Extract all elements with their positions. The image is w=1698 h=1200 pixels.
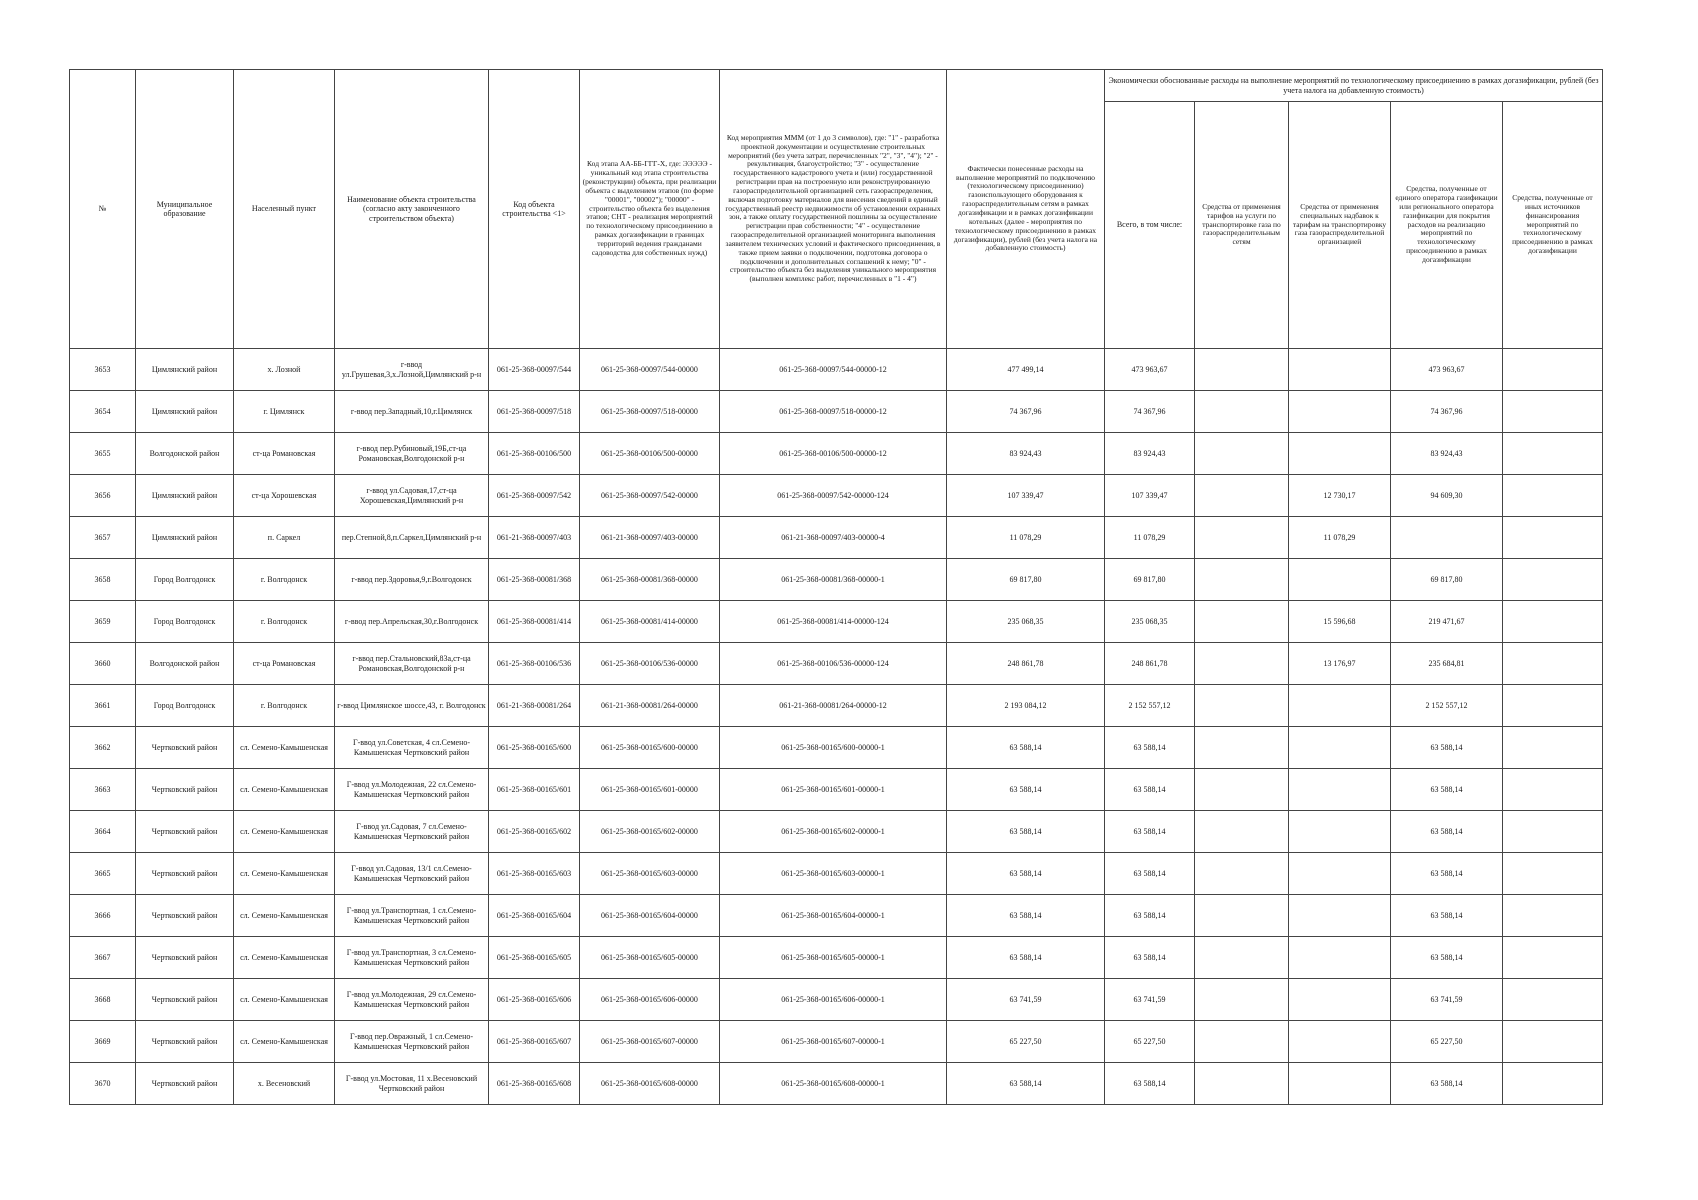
cell-settlement: ст-ца Романовская <box>234 433 335 475</box>
header-other-funds: Средства, полученные от иных источников финансирования мероприятий по технологическому присоединению в рамках догазификации <box>1503 102 1603 349</box>
table-row <box>70 937 1603 979</box>
cell-num: 3670 <box>70 1063 136 1105</box>
table-row <box>70 811 1603 853</box>
cell-settlement: сл. Семено-Камышенская <box>234 937 335 979</box>
header-actual-costs: Фактически понесенные расходы на выполнение мероприятий по подключению (технологическому присоединению) газоиспользующего оборудования к газораспределительным сетям в рамках догазификации и в рамках догазификации котельных (далее - мероприятия по технологическому присоединению в рамках догазификации), рублей (без учета налога на добавленную стоимость) <box>947 70 1105 349</box>
cell-num: 3657 <box>70 517 136 559</box>
cell-object-code: 061-25-368-00165/601 <box>489 769 580 811</box>
cell-operator: 63 588,14 <box>1391 811 1503 853</box>
cell-tariff <box>1195 895 1289 937</box>
cell-other <box>1503 391 1603 433</box>
cell-num: 3668 <box>70 979 136 1021</box>
cell-object-code: 061-25-368-00097/518 <box>489 391 580 433</box>
cell-actual: 63 588,14 <box>947 727 1105 769</box>
cell-object: Г-ввод ул.Молодежная, 29 сл.Семено-Камышенская Чертковский район <box>335 979 489 1021</box>
cell-total: 63 588,14 <box>1105 811 1195 853</box>
cell-object: г-ввод ул.Грушевая,3,х.Лозной,Цимлянский р-н <box>335 349 489 391</box>
cell-tariff <box>1195 853 1289 895</box>
cell-settlement: ст-ца Романовская <box>234 643 335 685</box>
cell-activity-code: 061-25-368-00165/600-00000-1 <box>720 727 947 769</box>
cell-object: Г-ввод ул.Советская, 4 сл.Семено-Камышенская Чертковский район <box>335 727 489 769</box>
cell-surcharge <box>1289 769 1391 811</box>
cell-object-code: 061-21-368-00081/264 <box>489 685 580 727</box>
cell-object-code: 061-25-368-00097/544 <box>489 349 580 391</box>
cell-object-code: 061-25-368-00106/536 <box>489 643 580 685</box>
cell-surcharge <box>1289 685 1391 727</box>
header-economic-costs-group: Экономически обоснованные расходы на выполнение мероприятий по технологическому присоединению в рамках догазификации, рублей (без учета налога на добавленную стоимость) <box>1105 70 1603 102</box>
cell-total: 63 588,14 <box>1105 937 1195 979</box>
header-operator-funds: Средства, полученные от единого оператора газификации или регионального оператора газификации для покрытия расходов на реализацию мероприятий по технологическому присоединению в рамках догазификации <box>1391 102 1503 349</box>
cell-operator: 235 684,81 <box>1391 643 1503 685</box>
cell-municipality: Цимлянский район <box>136 349 234 391</box>
cell-municipality: Цимлянский район <box>136 517 234 559</box>
cell-settlement: сл. Семено-Камышенская <box>234 853 335 895</box>
cell-surcharge: 15 596,68 <box>1289 601 1391 643</box>
cell-stage-code: 061-25-368-00165/603-00000 <box>580 853 720 895</box>
cell-activity-code: 061-25-368-00081/414-00000-124 <box>720 601 947 643</box>
cell-object: Г-ввод ул.Транспортная, 1 сл.Семено-Камышенская Чертковский район <box>335 895 489 937</box>
cost-table <box>69 69 1603 1105</box>
cell-settlement: г. Волгодонск <box>234 601 335 643</box>
cell-surcharge <box>1289 811 1391 853</box>
cell-surcharge <box>1289 1063 1391 1105</box>
cell-tariff <box>1195 643 1289 685</box>
header-settlement: Населенный пункт <box>234 70 335 349</box>
cell-object-code: 061-25-368-00097/542 <box>489 475 580 517</box>
table-row <box>70 1021 1603 1063</box>
cell-municipality: Чертковский район <box>136 1063 234 1105</box>
cell-total: 248 861,78 <box>1105 643 1195 685</box>
cell-actual: 65 227,50 <box>947 1021 1105 1063</box>
cell-object: Г-ввод ул.Мостовая, 11 х.Весеновский Чертковский район <box>335 1063 489 1105</box>
cell-municipality: Город Волгодонск <box>136 559 234 601</box>
cell-other <box>1503 685 1603 727</box>
cell-settlement: сл. Семено-Камышенская <box>234 769 335 811</box>
cell-actual: 83 924,43 <box>947 433 1105 475</box>
cell-object-code: 061-25-368-00165/603 <box>489 853 580 895</box>
cell-tariff <box>1195 1021 1289 1063</box>
cell-surcharge <box>1289 349 1391 391</box>
cell-actual: 69 817,80 <box>947 559 1105 601</box>
cell-other <box>1503 475 1603 517</box>
header-total: Всего, в том числе: <box>1105 102 1195 349</box>
cell-surcharge <box>1289 391 1391 433</box>
cell-stage-code: 061-25-368-00097/544-00000 <box>580 349 720 391</box>
cell-activity-code: 061-25-368-00165/607-00000-1 <box>720 1021 947 1063</box>
table-row <box>70 517 1603 559</box>
table-row <box>70 727 1603 769</box>
cell-num: 3656 <box>70 475 136 517</box>
cell-object: г-ввод пер.Рубиновый,19Б,ст-ца Романовская,Волгодонской р-н <box>335 433 489 475</box>
cell-object: г-ввод Цимлянское шоссе,43, г. Волгодонск <box>335 685 489 727</box>
cell-object: Г-ввод ул.Садовая, 13/1 сл.Семено-Камышенская Чертковский район <box>335 853 489 895</box>
table-row <box>70 475 1603 517</box>
cell-other <box>1503 517 1603 559</box>
cell-operator: 63 588,14 <box>1391 1063 1503 1105</box>
cell-stage-code: 061-25-368-00165/605-00000 <box>580 937 720 979</box>
cell-operator: 2 152 557,12 <box>1391 685 1503 727</box>
table-row <box>70 979 1603 1021</box>
cell-other <box>1503 769 1603 811</box>
cell-actual: 2 193 084,12 <box>947 685 1105 727</box>
table-row <box>70 853 1603 895</box>
cell-settlement: х. Весеновский <box>234 1063 335 1105</box>
header-num: № <box>70 70 136 349</box>
cell-other <box>1503 433 1603 475</box>
cell-num: 3665 <box>70 853 136 895</box>
cell-actual: 63 588,14 <box>947 1063 1105 1105</box>
cell-total: 63 588,14 <box>1105 895 1195 937</box>
cell-activity-code: 061-25-368-00165/608-00000-1 <box>720 1063 947 1105</box>
cell-operator <box>1391 517 1503 559</box>
cell-settlement: г. Цимлянск <box>234 391 335 433</box>
table-row <box>70 769 1603 811</box>
cell-activity-code: 061-25-368-00165/603-00000-1 <box>720 853 947 895</box>
cell-object-code: 061-25-368-00081/368 <box>489 559 580 601</box>
cell-object: Г-ввод ул.Садовая, 7 сл.Семено-Камышенская Чертковский район <box>335 811 489 853</box>
cell-object: г-ввод пер.Западный,10,г.Цимлянск <box>335 391 489 433</box>
cell-object-code: 061-25-368-00165/600 <box>489 727 580 769</box>
cell-stage-code: 061-25-368-00165/607-00000 <box>580 1021 720 1063</box>
cell-actual: 74 367,96 <box>947 391 1105 433</box>
cell-municipality: Город Волгодонск <box>136 685 234 727</box>
cell-municipality: Чертковский район <box>136 811 234 853</box>
cell-surcharge <box>1289 1021 1391 1063</box>
cell-activity-code: 061-25-368-00165/605-00000-1 <box>720 937 947 979</box>
cell-municipality: Чертковский район <box>136 937 234 979</box>
cell-num: 3662 <box>70 727 136 769</box>
cell-surcharge <box>1289 433 1391 475</box>
cell-settlement: ст-ца Хорошевская <box>234 475 335 517</box>
cell-num: 3655 <box>70 433 136 475</box>
cell-other <box>1503 601 1603 643</box>
cell-actual: 63 588,14 <box>947 853 1105 895</box>
cell-operator: 63 588,14 <box>1391 727 1503 769</box>
cell-settlement: сл. Семено-Камышенская <box>234 1021 335 1063</box>
cell-actual: 11 078,29 <box>947 517 1105 559</box>
cell-total: 65 227,50 <box>1105 1021 1195 1063</box>
cell-municipality: Чертковский район <box>136 895 234 937</box>
header-municipality: Муниципальное образование <box>136 70 234 349</box>
cell-other <box>1503 349 1603 391</box>
cell-tariff <box>1195 937 1289 979</box>
cell-actual: 63 588,14 <box>947 769 1105 811</box>
cell-num: 3658 <box>70 559 136 601</box>
cell-object-code: 061-21-368-00097/403 <box>489 517 580 559</box>
cell-operator: 65 227,50 <box>1391 1021 1503 1063</box>
cell-activity-code: 061-25-368-00165/604-00000-1 <box>720 895 947 937</box>
table-row <box>70 601 1603 643</box>
cell-activity-code: 061-25-368-00165/601-00000-1 <box>720 769 947 811</box>
cell-tariff <box>1195 685 1289 727</box>
cell-other <box>1503 811 1603 853</box>
table-row <box>70 895 1603 937</box>
cell-total: 63 588,14 <box>1105 1063 1195 1105</box>
cell-actual: 248 861,78 <box>947 643 1105 685</box>
header-object-code: Код объекта строительства <1> <box>489 70 580 349</box>
cell-settlement: сл. Семено-Камышенская <box>234 895 335 937</box>
cell-stage-code: 061-25-368-00097/542-00000 <box>580 475 720 517</box>
cell-other <box>1503 643 1603 685</box>
cell-activity-code: 061-25-368-00081/368-00000-1 <box>720 559 947 601</box>
cell-operator: 63 588,14 <box>1391 853 1503 895</box>
cell-object: Г-ввод пер.Овражный, 1 сл.Семено-Камышенская Чертковский район <box>335 1021 489 1063</box>
cell-stage-code: 061-25-368-00165/606-00000 <box>580 979 720 1021</box>
cell-operator: 473 963,67 <box>1391 349 1503 391</box>
cell-settlement: сл. Семено-Камышенская <box>234 727 335 769</box>
cell-total: 11 078,29 <box>1105 517 1195 559</box>
cell-num: 3666 <box>70 895 136 937</box>
table-row <box>70 685 1603 727</box>
cell-municipality: Цимлянский район <box>136 475 234 517</box>
cell-num: 3663 <box>70 769 136 811</box>
cell-object: Г-ввод ул.Транспортная, 3 сл.Семено-Камышенская Чертковский район <box>335 937 489 979</box>
cell-stage-code: 061-21-368-00081/264-00000 <box>580 685 720 727</box>
cell-operator: 74 367,96 <box>1391 391 1503 433</box>
cell-other <box>1503 895 1603 937</box>
cell-total: 107 339,47 <box>1105 475 1195 517</box>
cell-stage-code: 061-25-368-00165/608-00000 <box>580 1063 720 1105</box>
cell-object-code: 061-25-368-00165/604 <box>489 895 580 937</box>
cell-object-code: 061-25-368-00081/414 <box>489 601 580 643</box>
table-row <box>70 391 1603 433</box>
cell-total: 83 924,43 <box>1105 433 1195 475</box>
cell-activity-code: 061-25-368-00106/536-00000-124 <box>720 643 947 685</box>
cell-operator: 63 588,14 <box>1391 937 1503 979</box>
cell-tariff <box>1195 601 1289 643</box>
cell-num: 3660 <box>70 643 136 685</box>
cell-municipality: Город Волгодонск <box>136 601 234 643</box>
cell-tariff <box>1195 1063 1289 1105</box>
cell-object-code: 061-25-368-00165/607 <box>489 1021 580 1063</box>
table-row <box>70 1063 1603 1105</box>
cell-object: г-ввод ул.Садовая,17,ст-ца Хорошевская,Цимлянский р-н <box>335 475 489 517</box>
cell-activity-code: 061-25-368-00165/602-00000-1 <box>720 811 947 853</box>
cell-other <box>1503 727 1603 769</box>
cell-other <box>1503 559 1603 601</box>
cell-object: г-ввод пер.Стальновский,83а,ст-ца Романовская,Волгодонской р-н <box>335 643 489 685</box>
cell-stage-code: 061-25-368-00106/536-00000 <box>580 643 720 685</box>
cell-total: 63 588,14 <box>1105 853 1195 895</box>
cell-activity-code: 061-21-368-00097/403-00000-4 <box>720 517 947 559</box>
table-row <box>70 433 1603 475</box>
cell-object-code: 061-25-368-00106/500 <box>489 433 580 475</box>
cell-object: г-ввод пер.Здоровья,9,г.Волгодонск <box>335 559 489 601</box>
cell-num: 3669 <box>70 1021 136 1063</box>
cell-settlement: х. Лозной <box>234 349 335 391</box>
cell-total: 69 817,80 <box>1105 559 1195 601</box>
table-row <box>70 559 1603 601</box>
cell-object: Г-ввод ул.Молодежная, 22 сл.Семено-Камышенская Чертковский район <box>335 769 489 811</box>
cell-object-code: 061-25-368-00165/602 <box>489 811 580 853</box>
cell-stage-code: 061-25-368-00165/604-00000 <box>580 895 720 937</box>
cell-object: г-ввод пер.Апрельская,30,г.Волгодонск <box>335 601 489 643</box>
cell-actual: 63 588,14 <box>947 937 1105 979</box>
cell-total: 74 367,96 <box>1105 391 1195 433</box>
cell-object-code: 061-25-368-00165/606 <box>489 979 580 1021</box>
cell-municipality: Цимлянский район <box>136 391 234 433</box>
cell-surcharge: 12 730,17 <box>1289 475 1391 517</box>
cell-object-code: 061-25-368-00165/605 <box>489 937 580 979</box>
table-row <box>70 349 1603 391</box>
cell-tariff <box>1195 349 1289 391</box>
cell-tariff <box>1195 811 1289 853</box>
cell-tariff <box>1195 433 1289 475</box>
cell-tariff <box>1195 475 1289 517</box>
cell-num: 3653 <box>70 349 136 391</box>
cell-operator: 69 817,80 <box>1391 559 1503 601</box>
cell-tariff <box>1195 559 1289 601</box>
cell-tariff <box>1195 517 1289 559</box>
cell-other <box>1503 979 1603 1021</box>
cell-municipality: Чертковский район <box>136 1021 234 1063</box>
cell-stage-code: 061-25-368-00097/518-00000 <box>580 391 720 433</box>
cell-stage-code: 061-25-368-00165/601-00000 <box>580 769 720 811</box>
cell-operator: 94 609,30 <box>1391 475 1503 517</box>
cell-municipality: Чертковский район <box>136 727 234 769</box>
cell-surcharge <box>1289 937 1391 979</box>
cell-total: 235 068,35 <box>1105 601 1195 643</box>
cell-num: 3664 <box>70 811 136 853</box>
header-surcharge-funds: Средства от применения специальных надбавок к тарифам на транспортировку газа газораспределительной организацией <box>1289 102 1391 349</box>
cell-total: 63 588,14 <box>1105 727 1195 769</box>
header-tariff-funds: Средства от применения тарифов на услуги по транспортировке газа по газораспределительным сетям <box>1195 102 1289 349</box>
cell-num: 3667 <box>70 937 136 979</box>
cell-tariff <box>1195 391 1289 433</box>
cell-tariff <box>1195 727 1289 769</box>
cell-municipality: Чертковский район <box>136 853 234 895</box>
cell-activity-code: 061-25-368-00106/500-00000-12 <box>720 433 947 475</box>
cell-total: 63 741,59 <box>1105 979 1195 1021</box>
cell-tariff <box>1195 769 1289 811</box>
cell-actual: 107 339,47 <box>947 475 1105 517</box>
cell-municipality: Волгодонской район <box>136 433 234 475</box>
cell-settlement: сл. Семено-Камышенская <box>234 811 335 853</box>
cell-stage-code: 061-25-368-00165/602-00000 <box>580 811 720 853</box>
cell-num: 3659 <box>70 601 136 643</box>
cell-activity-code: 061-25-368-00097/544-00000-12 <box>720 349 947 391</box>
cell-actual: 235 068,35 <box>947 601 1105 643</box>
cell-surcharge <box>1289 727 1391 769</box>
cell-operator: 219 471,67 <box>1391 601 1503 643</box>
cell-total: 473 963,67 <box>1105 349 1195 391</box>
cell-stage-code: 061-25-368-00081/414-00000 <box>580 601 720 643</box>
cell-tariff <box>1195 979 1289 1021</box>
cell-other <box>1503 937 1603 979</box>
cell-surcharge <box>1289 853 1391 895</box>
cell-num: 3661 <box>70 685 136 727</box>
cell-settlement: г. Волгодонск <box>234 559 335 601</box>
header-object-name: Наименование объекта строительства (согласно акту законченного строительством объекта) <box>335 70 489 349</box>
cell-operator: 63 588,14 <box>1391 769 1503 811</box>
cell-actual: 477 499,14 <box>947 349 1105 391</box>
cell-settlement: сл. Семено-Камышенская <box>234 979 335 1021</box>
cell-activity-code: 061-21-368-00081/264-00000-12 <box>720 685 947 727</box>
header-activity-code: Код мероприятия ММM (от 1 до 3 символов), где: "1" - разработка проектной документации и осуществление строительных мероприятий (без учета затрат, перечисленных "2", "3", "4"); "2" - рекультивация, благоустройство; "3" - осуществление государственного кадастрового учета и (или) государственной регистрации прав на построенную или реконструированную газораспределительной организацией сеть газораспределения, включая подготовку материалов для внесения сведений в единый государственный реестр недвижимости об установлении охранных зон, а также оплату государственной пошлины за осуществление регистрации прав собственности; "4" - осуществление газораспределительной организацией мониторинга выполнения заявителем технических условий и фактического присоединения, в также прием заявки о подключении, подготовка договора о подключении и дополнительных соглашений к нему; "0" - строительство объекта без выделения уникального мероприятия (выполнен комплекс работ, перечисленных в "1 - 4") <box>720 70 947 349</box>
cell-other <box>1503 853 1603 895</box>
cell-surcharge <box>1289 979 1391 1021</box>
cell-total: 63 588,14 <box>1105 769 1195 811</box>
cell-operator: 63 588,14 <box>1391 895 1503 937</box>
cell-total: 2 152 557,12 <box>1105 685 1195 727</box>
cell-stage-code: 061-21-368-00097/403-00000 <box>580 517 720 559</box>
cell-stage-code: 061-25-368-00165/600-00000 <box>580 727 720 769</box>
cell-stage-code: 061-25-368-00106/500-00000 <box>580 433 720 475</box>
cell-actual: 63 588,14 <box>947 811 1105 853</box>
cell-other <box>1503 1063 1603 1105</box>
cell-surcharge <box>1289 559 1391 601</box>
cell-object-code: 061-25-368-00165/608 <box>489 1063 580 1105</box>
cell-object: пер.Степной,8,п.Саркел,Цимлянский р-н <box>335 517 489 559</box>
cell-surcharge <box>1289 895 1391 937</box>
cell-municipality: Чертковский район <box>136 979 234 1021</box>
cell-num: 3654 <box>70 391 136 433</box>
cell-surcharge: 13 176,97 <box>1289 643 1391 685</box>
cell-actual: 63 741,59 <box>947 979 1105 1021</box>
cell-operator: 63 741,59 <box>1391 979 1503 1021</box>
cell-operator: 83 924,43 <box>1391 433 1503 475</box>
cell-actual: 63 588,14 <box>947 895 1105 937</box>
table-row <box>70 643 1603 685</box>
cell-municipality: Чертковский район <box>136 769 234 811</box>
cell-activity-code: 061-25-368-00097/542-00000-124 <box>720 475 947 517</box>
cell-municipality: Волгодонской район <box>136 643 234 685</box>
cell-activity-code: 061-25-368-00097/518-00000-12 <box>720 391 947 433</box>
cell-settlement: п. Саркел <box>234 517 335 559</box>
table-body <box>70 349 1603 1105</box>
cell-stage-code: 061-25-368-00081/368-00000 <box>580 559 720 601</box>
cell-settlement: г. Волгодонск <box>234 685 335 727</box>
header-stage-code: Код этапа АА-ББ-ГГГ-Х, где: ЭЭЭЭЭ - уникальный код этапа строительства (реконструкции) объекта, при реализации объекта с выделением этапов (по форме "00001", "00002"); "00000" - строительство объекта без выделения этапов; СНТ - реализация мероприятий по технологическому присоединению в рамках догазификации в границах территорий ведения гражданами садоводства для собственных нужд) <box>580 70 720 349</box>
cell-activity-code: 061-25-368-00165/606-00000-1 <box>720 979 947 1021</box>
cell-other <box>1503 1021 1603 1063</box>
cell-surcharge: 11 078,29 <box>1289 517 1391 559</box>
